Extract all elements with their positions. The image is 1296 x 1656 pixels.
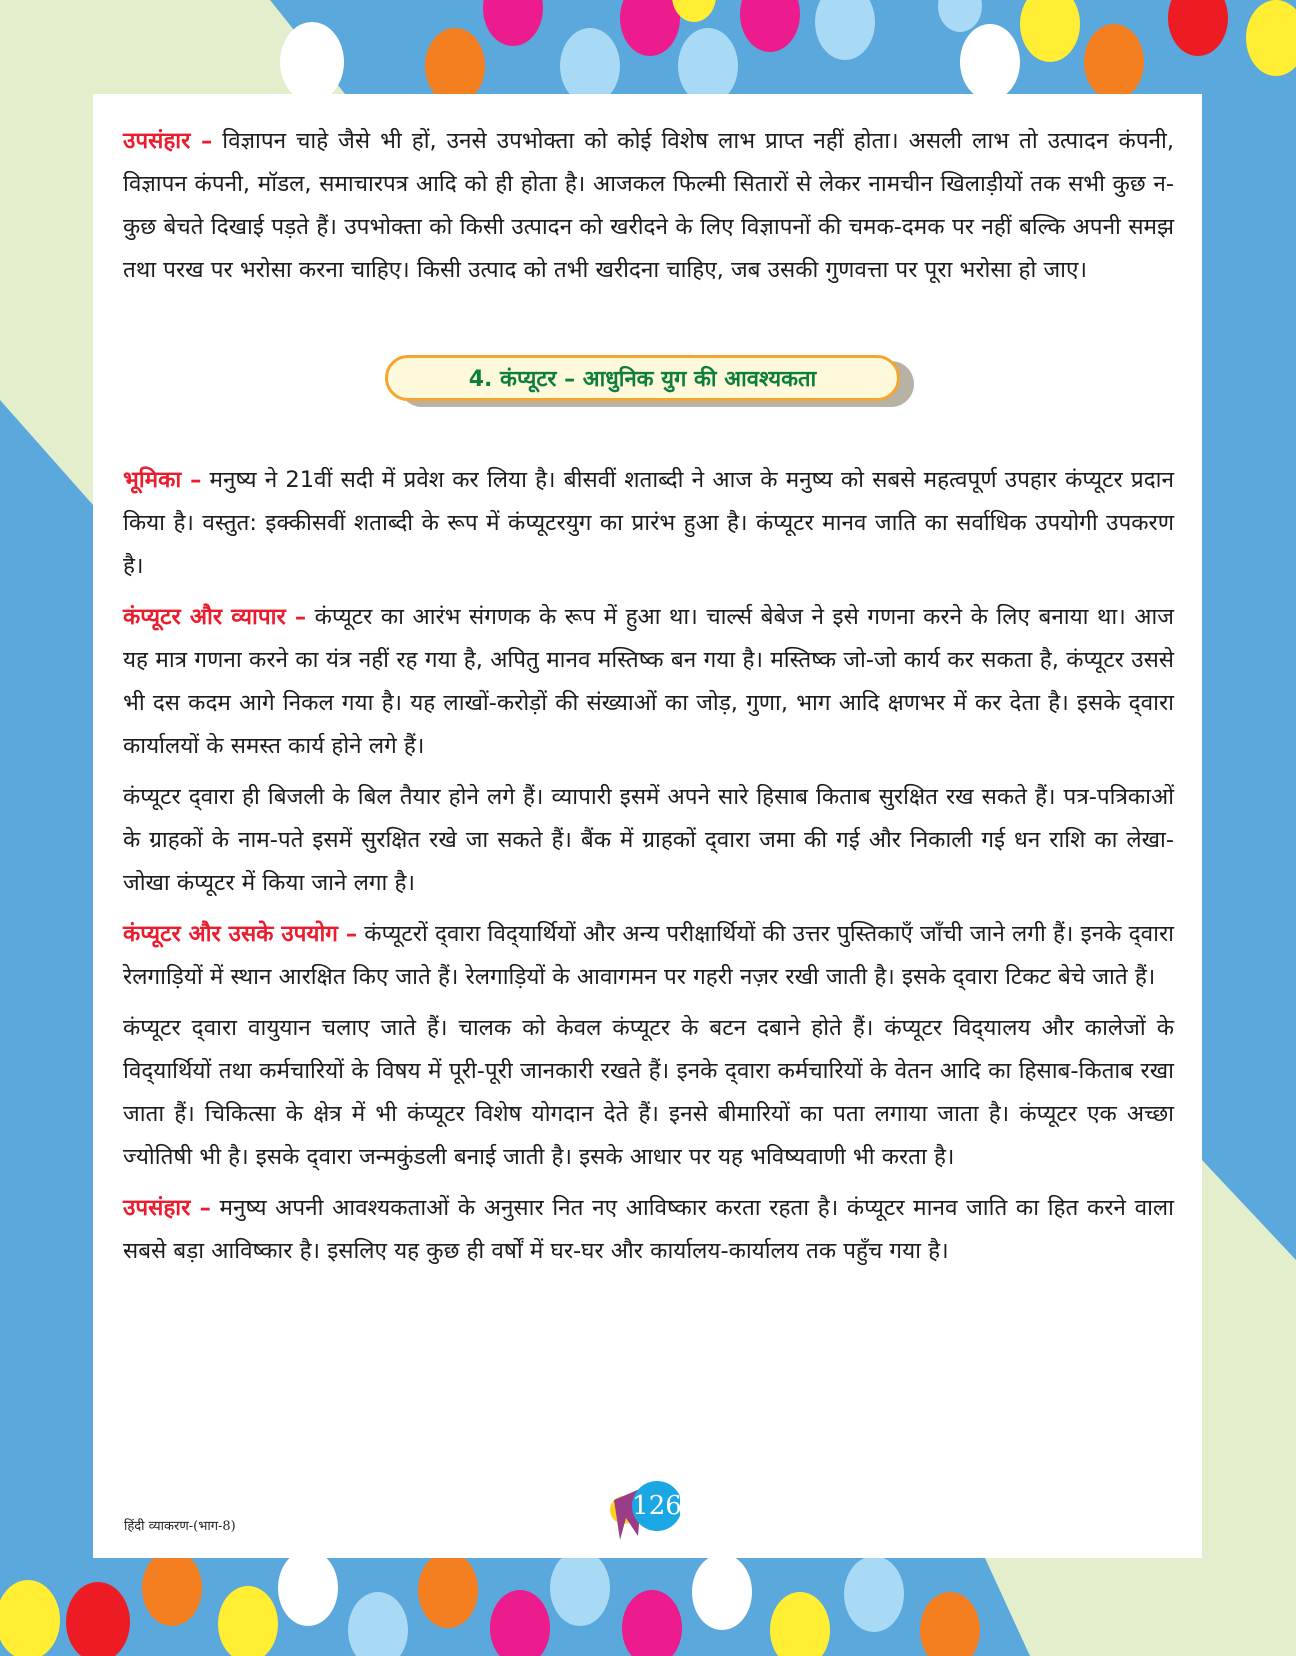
paragraph-lead: कंप्यूटर और व्यापार – [123, 604, 307, 630]
essay-title: 4. कंप्यूटर – आधुनिक युग की आवश्यकता [385, 355, 900, 401]
intro-paragraph [123, 459, 1174, 588]
paragraph-body: कंप्यूटरों द्‌वारा विद्‌यार्थियों और अन्य परीक्षार्थियों की उत्तर पुस्तिकाएँ जाँची जाने लगी हैं। इनके द्‌वारा रेलगाड़ियों में स्थान आरक्षित किए जाते हैं। रेलगाड़ियों के आवागमन पर गहरी नज़र रखी जाती है। इसके द्‌वारा टिकट बेचे जाते हैं। [123, 921, 1174, 990]
paragraph-body: मनुष्य ने 21वीं सदी में प्रवेश कर लिया है। बीसवीं शताब्दी ने आज के मनुष्य को सबसे महत्वपूर्ण उपहार कंप्यूटर प्रदान किया है। वस्तुत: इक्कीसवीं शताब्दी के रूप में कंप्यूटरयुग का प्रारंभ हुआ है। कंप्यूटर मानव जाति का सर्वाधिक उपयोगी उपकरण है। [123, 467, 1174, 579]
paragraph-lead: उपसंहार – [123, 128, 213, 154]
paragraph-body: कंप्यूटर का आरंभ संगणक के रूप में हुआ था। चार्ल्स बेबेज ने इसे गणना करने के लिए बनाया था। आज यह मात्र गणना करने का यंत्र नहीं रह गया है, अपितु मानव मस्तिष्क बन गया है। मस्तिष्क जो-जो कार्य कर सकता है, कंप्यूटर उससे भी दस कदम आगे निकल गया है। यह लाखों-करोड़ों की संख्याओं का जोड़, गुणा, भाग आदि क्षणभर में कर देता है। इसके द्‌वारा कार्यालयों के समस्त कार्य होने लगे हैं। [123, 604, 1174, 759]
page-sheet [93, 94, 1202, 1558]
conclusion-paragraph [123, 1187, 1174, 1273]
paragraph-lead: कंप्यूटर और उसके उपयोग – [123, 921, 358, 947]
dots-top [280, 0, 1296, 104]
paragraph-lead: भूमिका – [123, 467, 202, 493]
conclusion-paragraph-top [123, 120, 1174, 292]
essay-title-banner [123, 355, 1174, 415]
business-paragraph [123, 596, 1174, 768]
page-number: 126 [632, 1491, 682, 1521]
uses-paragraph-continued [123, 1007, 1174, 1179]
paragraph-body: कंप्यूटर द्‌वारा वायुयान चलाए जाते हैं। चालक को केवल कंप्यूटर के बटन दबाने होते हैं। कंप्यूटर विद्‌यालय और कालेजों के विद्‌यार्थियों तथा कर्मचारियों के विषय में पूरी-पूरी जानकारी रखते हैं। इनके द्‌वारा कर्मचारियों के वेतन आदि का हिसाब-किताब रखा जाता हैं। चिकित्सा के क्षेत्र में भी कंप्यूटर विशेष योगदान देते हैं। इनसे बीमारियों का पता लगाया जाता है। कंप्यूटर एक अच्छा ज्योतिषी भी है। इसके द्‌वारा जन्मकुंडली बनाई जाती है। इसके आधार पर यह भविष्यवाणी भी करता है। [123, 1015, 1174, 1170]
book-title-footer: हिंदी व्याकरण-(भाग-8) [124, 1519, 236, 1534]
paragraph-lead: उपसंहार – [123, 1195, 211, 1221]
paragraph-body: कंप्यूटर द्‌वारा ही बिजली के बिल तैयार होने लगे हैं। व्यापारी इसमें अपने सारे हिसाब किताब सुरक्षित रख सकते हैं। पत्र-पत्रिकाओं के ग्राहकों के नाम-पते इसमें सुरक्षित रखे जा सकते हैं। बैंक में ग्राहकों द्‌वारा जमा की गई और निकाली गई धन राशि का लेखा-जोखा कंप्यूटर में किया जाने लगा है। [123, 784, 1174, 896]
paragraph-body: मनुष्य अपनी आवश्यकताओं के अनुसार नित नए आविष्कार करता रहता है। कंप्यूटर मानव जाति का हित करने वाला सबसे बड़ा आविष्कार है। इसलिए यह कुछ ही वर्षों में घर-घर और कार्यालय-कार्यालय तक पहुँच गया है। [123, 1195, 1174, 1264]
dots-bottom [0, 1550, 980, 1656]
paragraph-body: विज्ञापन चाहे जैसे भी हों, उनसे उपभोक्ता को कोई विशेष लाभ प्राप्त नहीं होता। असली लाभ तो उत्पादन कंपनी, विज्ञापन कंपनी, मॉडल, समाचारपत्र आदि को ही होता है। आजकल फिल्मी सितारों से लेकर नामचीन खिलाड़ीयों तक सभी कुछ न-कुछ बेचते दिखाई पड़ते हैं। उपभोक्ता को किसी उत्पादन को खरीदने के लिए विज्ञापनों की चमक-दमक पर नहीं बल्कि अपनी समझ तथा परख पर भरोसा करना चाहिए। किसी उत्पाद को तभी खरीदना चाहिए, जब उसकी गुणवत्ता पर पूरा भरोसा हो जाए। [123, 128, 1174, 283]
business-paragraph-continued [123, 776, 1174, 905]
page-content [123, 120, 1174, 1281]
uses-paragraph [123, 913, 1174, 999]
